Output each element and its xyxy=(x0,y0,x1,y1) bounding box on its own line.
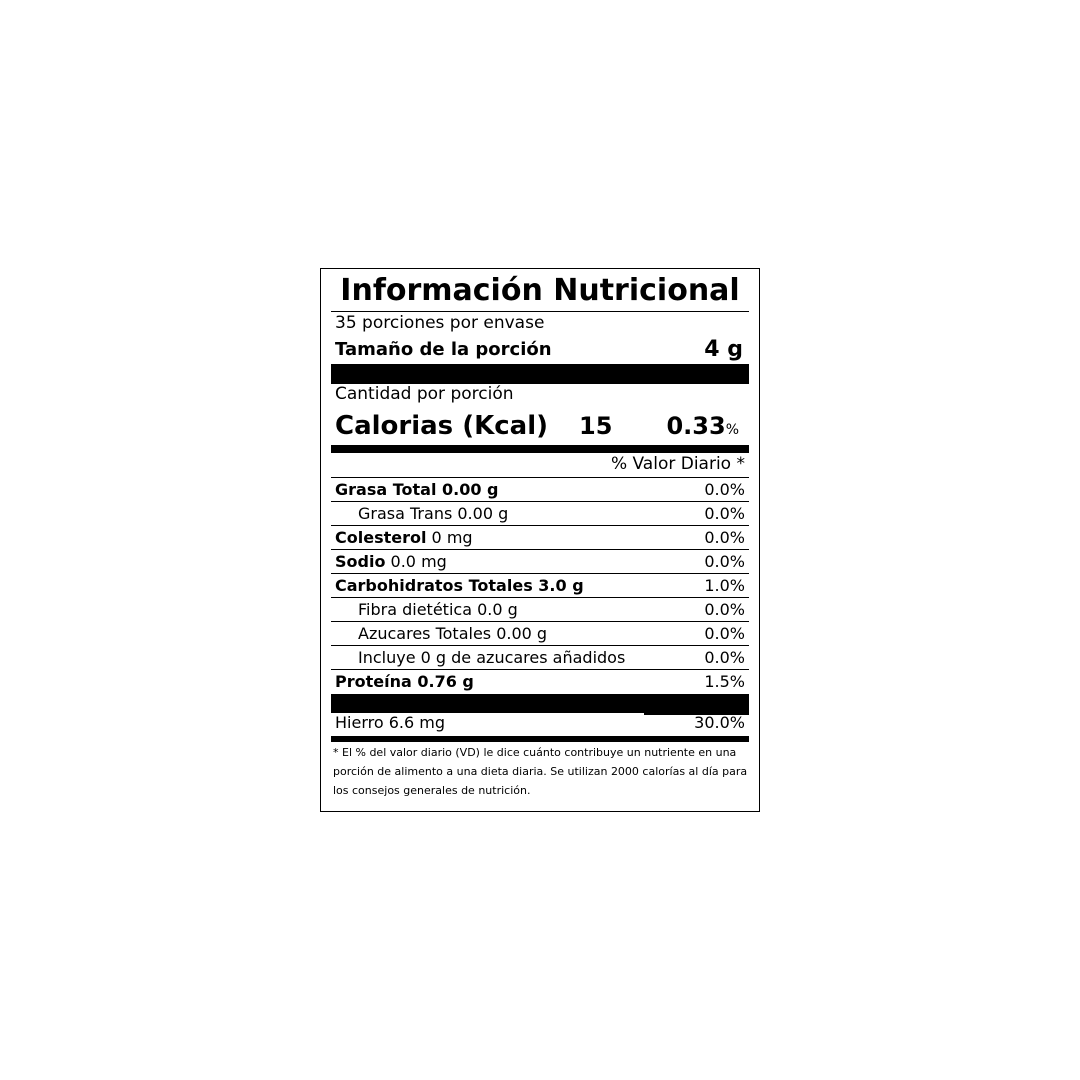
amount-per-serving: Cantidad por porción xyxy=(335,384,514,404)
nutrient-name-text: 0.0 mg xyxy=(385,552,447,571)
nutrition-facts-label xyxy=(320,268,760,812)
divider-thick xyxy=(331,364,749,384)
footnote: * El % del valor diario (VD) le dice cuánto contribuye un nutriente en una porción de alimento a una dieta diaria. Se utilizan 2000 calorías al día para los consejos generales de nutrición. xyxy=(333,746,748,797)
nutrient-row xyxy=(331,478,749,502)
nutrient-percent: 1.0% xyxy=(704,576,745,595)
nutrient-name xyxy=(335,671,474,693)
nutrient-row xyxy=(331,670,749,693)
calories-percent-value: 0.33 xyxy=(666,412,726,440)
divider-thick xyxy=(331,694,749,713)
nutrient-name xyxy=(358,503,508,525)
nutrient-name xyxy=(335,479,499,501)
nutrient-row xyxy=(331,526,749,550)
nutrient-percent: 0.0% xyxy=(704,504,745,523)
divider-medium xyxy=(331,736,749,742)
nutrient-name-bold: Carbohidratos Totales 3.0 g xyxy=(335,576,584,595)
nutrient-percent: 0.0% xyxy=(704,648,745,667)
label-title: Información Nutricional xyxy=(340,273,740,308)
nutrient-row xyxy=(331,598,749,622)
serving-size-value: 4 g xyxy=(704,337,743,362)
nutrient-name-text: 0 mg xyxy=(426,528,473,547)
nutrient-name-text: Fibra dietética 0.0 g xyxy=(358,600,518,619)
nutrient-percent: 0.0% xyxy=(704,600,745,619)
nutrient-name xyxy=(358,623,547,645)
calories-label: Calorias (Kcal) xyxy=(335,411,548,441)
calories-value: 15 xyxy=(579,412,613,440)
nutrient-name-bold: Proteína 0.76 g xyxy=(335,672,474,691)
servings-per-container: 35 porciones por envase xyxy=(335,313,545,333)
nutrient-percent: 0.0% xyxy=(704,624,745,643)
nutrient-percent: 1.5% xyxy=(704,672,745,691)
divider-medium xyxy=(331,445,749,453)
iron-percent: 30.0% xyxy=(694,713,745,732)
nutrient-name-bold: Colesterol xyxy=(335,528,427,547)
nutrient-row xyxy=(331,550,749,574)
daily-value-header: % Valor Diario * xyxy=(610,454,745,474)
nutrient-name xyxy=(358,647,625,669)
nutrient-percent: 0.0% xyxy=(704,552,745,571)
calories-percent xyxy=(666,409,739,447)
nutrient-name-bold: Grasa Total 0.00 g xyxy=(335,480,499,499)
serving-size-label: Tamaño de la porción xyxy=(335,339,552,360)
nutrient-name-text: Incluye 0 g de azucares añadidos xyxy=(358,648,626,667)
nutrient-name xyxy=(335,527,473,549)
nutrient-row xyxy=(331,574,749,598)
nutrient-name xyxy=(335,575,584,597)
nutrient-percent: 0.0% xyxy=(704,480,745,499)
nutrient-name xyxy=(358,599,518,621)
nutrient-name-text: Grasa Trans 0.00 g xyxy=(358,504,509,523)
nutrient-percent: 0.0% xyxy=(704,528,745,547)
nutrient-name-bold: Sodio xyxy=(335,552,386,571)
nutrient-row xyxy=(331,622,749,646)
calories-percent-sign: % xyxy=(725,422,739,438)
nutrient-name xyxy=(335,551,447,573)
nutrient-row xyxy=(331,646,749,670)
nutrient-name-text: Azucares Totales 0.00 g xyxy=(358,624,548,643)
iron-label: Hierro 6.6 mg xyxy=(335,713,445,732)
nutrient-row xyxy=(331,502,749,526)
